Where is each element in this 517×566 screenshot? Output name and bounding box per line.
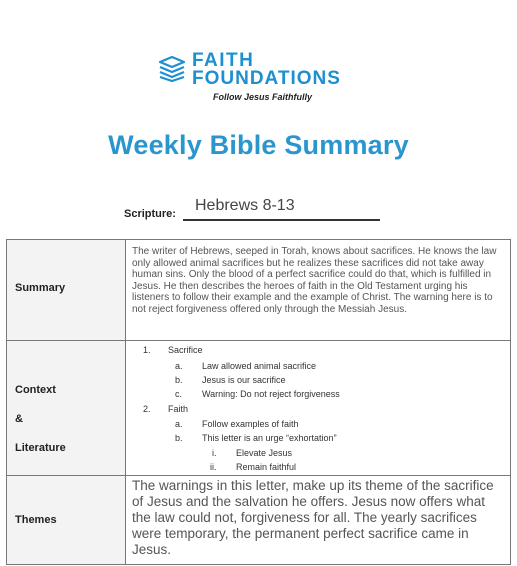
outline-number: b. [175,375,183,385]
outline-number: 1. [143,345,151,355]
summary-label-cell [7,240,126,341]
themes-text: The warnings in this letter, make up its theme of the sacrifice of Jesus and the salvation he offers. Jesus now offers what the law could not, forgiveness for all. The yearly sacrifices were temporary, the permanent perfect sacrifice came in Jesus. [132,478,494,557]
logo-word-faith: FAITH [192,50,255,71]
literature-label: Literature [15,442,66,454]
summary-label: Summary [15,282,66,294]
page-title: Weekly Bible Summary [108,130,409,160]
themes-label: Themes [15,514,57,526]
scripture-underline [183,219,380,221]
scripture-value: Hebrews 8-13 [195,197,295,214]
outline-item: Sacrifice [168,345,203,355]
logo-tagline: Follow Jesus Faithfully [213,92,313,102]
outline-number: c. [175,389,183,399]
outline-number: i. [212,448,217,458]
scripture-label: Scripture: [124,208,176,220]
book-stack-icon [158,56,186,82]
themes-content-cell [126,476,511,565]
context-label-cell [7,341,126,476]
outline-item: Follow examples of faith [202,419,299,429]
summary-row [7,240,511,341]
themes-label-cell [7,476,126,565]
summary-table [6,239,511,565]
outline-item: Faith [168,404,189,414]
outline-number: b. [175,433,183,443]
outline-number: ii. [210,462,217,472]
outline-item: This letter is an urge “exhortation” [202,433,337,443]
context-label: Context [15,384,56,396]
outline-item: Warning: Do not reject forgiveness [202,389,340,399]
summary-content-cell [126,240,511,341]
outline-item: Remain faithful [236,462,297,472]
context-row [7,341,511,476]
themes-row [7,476,511,565]
context-content-cell [126,341,511,476]
summary-text: The writer of Hebrews, seeped in Torah, knows about sacrifices. He knows the law only allowed animal sacrifices but he realizes these sacrifices did not take away human sins. Only the blood of a perfect sacrifice could do that, which is fulfilled in Jesus. He then describes the heroes of faith in the Old Testament urging his listeners to follow their example and the example of Christ. The warning here is to not reject forgiveness offered only through the Messiah Jesus. [132,246,497,315]
outline-item: Law allowed animal sacrifice [202,361,317,371]
context-ampersand: & [15,413,23,425]
outline-number: a. [175,419,183,429]
outline-item: Jesus is our sacrifice [202,375,286,385]
outline-number: a. [175,361,183,371]
outline-item: Elevate Jesus [236,448,293,458]
logo [158,50,358,108]
logo-word-foundations: FOUNDATIONS [192,68,341,89]
outline-number: 2. [143,404,151,414]
